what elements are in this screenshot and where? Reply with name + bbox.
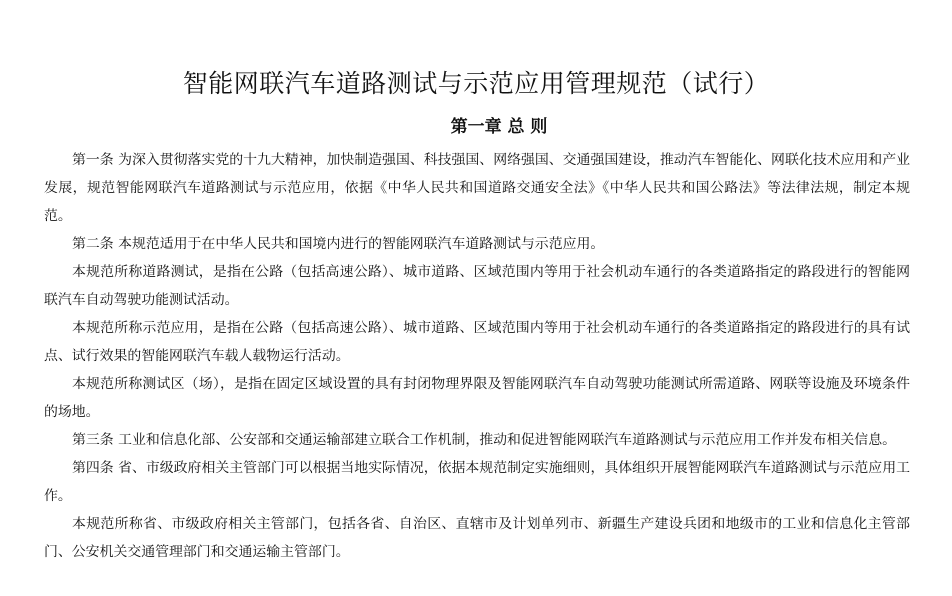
- paragraph-article-4: 第四条 省、市级政府相关主管部门可以根据当地实际情况，依据本规范制定实施细则，具体组织开展智能网联汽车道路测试与示范应用工作。: [44, 460, 910, 504]
- paragraph-test-area-definition: 本规范所称测试区（场），是指在固定区域设置的具有封闭物理界限及智能网联汽车自动驾驶功能测试所需道路、网联等设施及环境条件的场地。: [44, 376, 910, 420]
- paragraph-article-2: 第二条 本规范适用于在中华人民共和国境内进行的智能网联汽车道路测试与示范应用。: [72, 236, 605, 252]
- chapter-heading: 第一章 总 则: [450, 117, 548, 137]
- paragraph-demo-application-definition: 本规范所称示范应用，是指在公路（包括高速公路）、城市道路、区域范围内等用于社会机动车通行的各类道路指定的路段进行的具有试点、试行效果的智能网联汽车载人载物运行活动。: [44, 320, 910, 364]
- paragraph-article-1: 第一条 为深入贯彻落实党的十九大精神，加快制造强国、科技强国、网络强国、交通强国建设，推动汽车智能化、网联化技术应用和产业发展，规范智能网联汽车道路测试与示范应用，依据《中华人民共和国道路交通安全法》《中华人民共和国公路法》等法律法规，制定本规范。: [44, 152, 910, 224]
- paragraph-authorities-definition: 本规范所称省、市级政府相关主管部门，包括各省、自治区、直辖市及计划单列市、新疆生产建设兵团和地级市的工业和信息化主管部门、公安机关交通管理部门和交通运输主管部门。: [44, 516, 910, 560]
- document-title: 智能网联汽车道路测试与示范应用管理规范（试行）: [182, 69, 770, 98]
- paragraph-article-3: 第三条 工业和信息化部、公安部和交通运输部建立联合工作机制，推动和促进智能网联汽车道路测试与示范应用工作并发布相关信息。: [72, 432, 896, 448]
- document-body: [44, 146, 910, 566]
- paragraph-road-test-definition: 本规范所称道路测试，是指在公路（包括高速公路）、城市道路、区域范围内等用于社会机动车通行的各类道路指定的路段进行的智能网联汽车自动驾驶功能测试活动。: [44, 264, 910, 308]
